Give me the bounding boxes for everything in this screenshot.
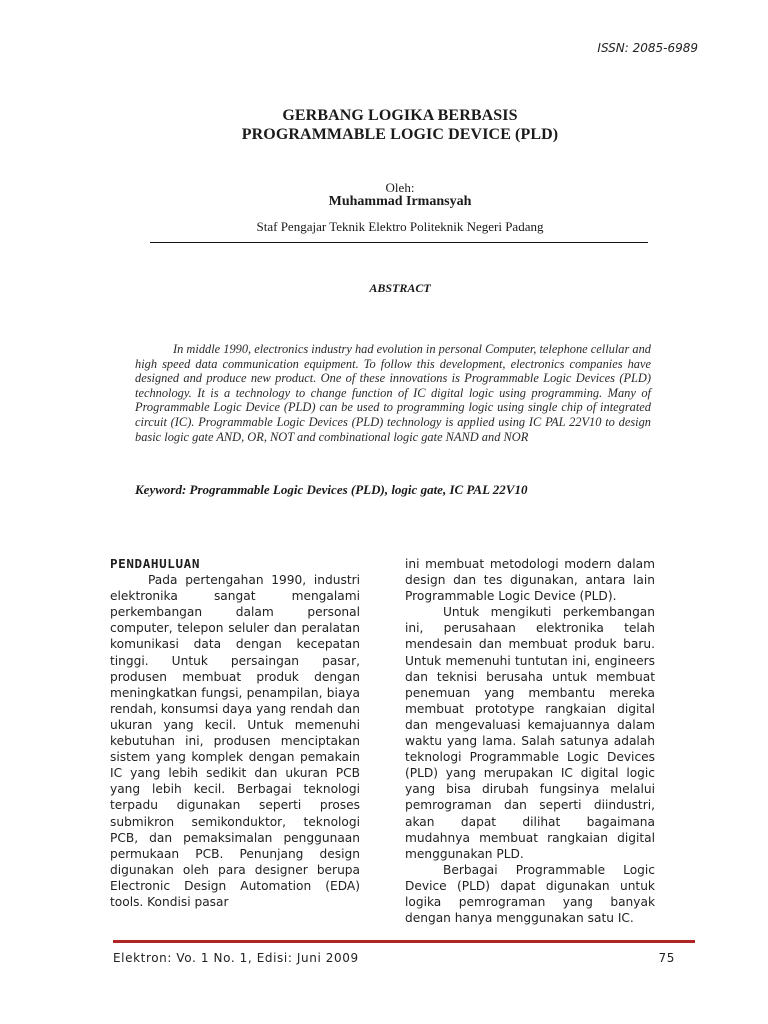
paragraph: Berbagai Programmable Logic Device (PLD) dapat digunakan untuk logika pemrograman yang banyak dengan hanya menggunakan satu IC.: [405, 862, 655, 926]
right-column: [405, 556, 655, 926]
title-line-2: PROGRAMMABLE LOGIC DEVICE (PLD): [241, 126, 559, 143]
left-column: [110, 556, 360, 910]
keywords: Keyword: Programmable Logic Devices (PLD), logic gate, IC PAL 22V10: [135, 482, 528, 497]
author-affiliation: Staf Pengajar Teknik Elektro Politeknik Negeri Padang: [256, 219, 544, 234]
section-heading: PENDAHULUAN: [110, 556, 201, 571]
page-footer: [113, 951, 675, 965]
paper-title: [0, 106, 768, 144]
journal-citation: Elektron: Vo. 1 No. 1, Edisi: Juni 2009: [113, 951, 359, 965]
paragraph: Pada pertengahan 1990, industri elektronika sangat mengalami perkembangan dalam personal computer, telepon seluler dan peralatan komunikasi data dengan kecepatan tinggi. Untuk persaingan pasar, produsen membuat produk dengan meningkatkan fungsi, penampilan, biaya rendah, konsumsi daya yang rendah dan ukuran yang kecil. Untuk memenuhi kebutuhan ini, produsen menciptakan sistem yang komplek dengan pemakain IC yang lebih sedikit dan ukuran PCB yang lebih kecil. Berbagai teknologi terpadu digunakan seperti proses submikron semikonduktor, teknologi PCB, dan pemaksimalan penggunaan permukaan PCB. Penunjang design digunakan oleh para designer berupa Electronic Design Automation (EDA) tools. Kondisi pasar: [110, 573, 360, 909]
header-divider: [150, 242, 648, 243]
byline-oleh: Oleh:: [385, 180, 415, 195]
paragraph: ini membuat metodologi modern dalam design dan tes digunakan, antara lain Programmable Logic Device (PLD).: [405, 557, 655, 604]
title-line-1: GERBANG LOGIKA BERBASIS: [282, 107, 518, 124]
abstract-heading: ABSTRACT: [369, 281, 431, 295]
issn-label: ISSN: 2085-6989: [597, 41, 698, 55]
author-name: Muhammad Irmansyah: [328, 194, 472, 209]
paragraph: Untuk mengikuti perkembangan ini, perusahaan elektronika telah mendesain dan membuat produk baru. Untuk memenuhi tuntutan ini, engineers dan teknisi berusaha untuk membuat penemuan yang membantu mereka membuat prototype rangkaian digital dan mengevaluasi kemajuannya dalam waktu yang lama. Salah satunya adalah teknologi Programmable Logic Devices (PLD) yang merupakan IC digital logic yang bisa dirubah fungsinya melalui pemrograman dan seperti diindustri, akan dapat dilihat bagaimana mudahnya membuat rangkaian digital menggunakan PLD.: [405, 605, 655, 861]
page-number: 75: [658, 951, 675, 965]
abstract-body: In middle 1990, electronics industry had evolution in personal Computer, telephone cellular and high speed data communication equipment. To follow this development, electronics companies have designed and produce new product. One of these innovations is Programmable Logic Devices (PLD) technology. It is a technology to change function of IC digital logic using programming. Many of Programmable Logic Device (PLD) can be used to programming logic using single chip of integrated circuit (IC). Programmable Logic Devices (PLD) technology is applied using IC PAL 22V10 to design basic logic gate AND, OR, NOT and combinational logic gate NAND and NOR: [135, 342, 651, 444]
footer-divider: [113, 940, 695, 943]
